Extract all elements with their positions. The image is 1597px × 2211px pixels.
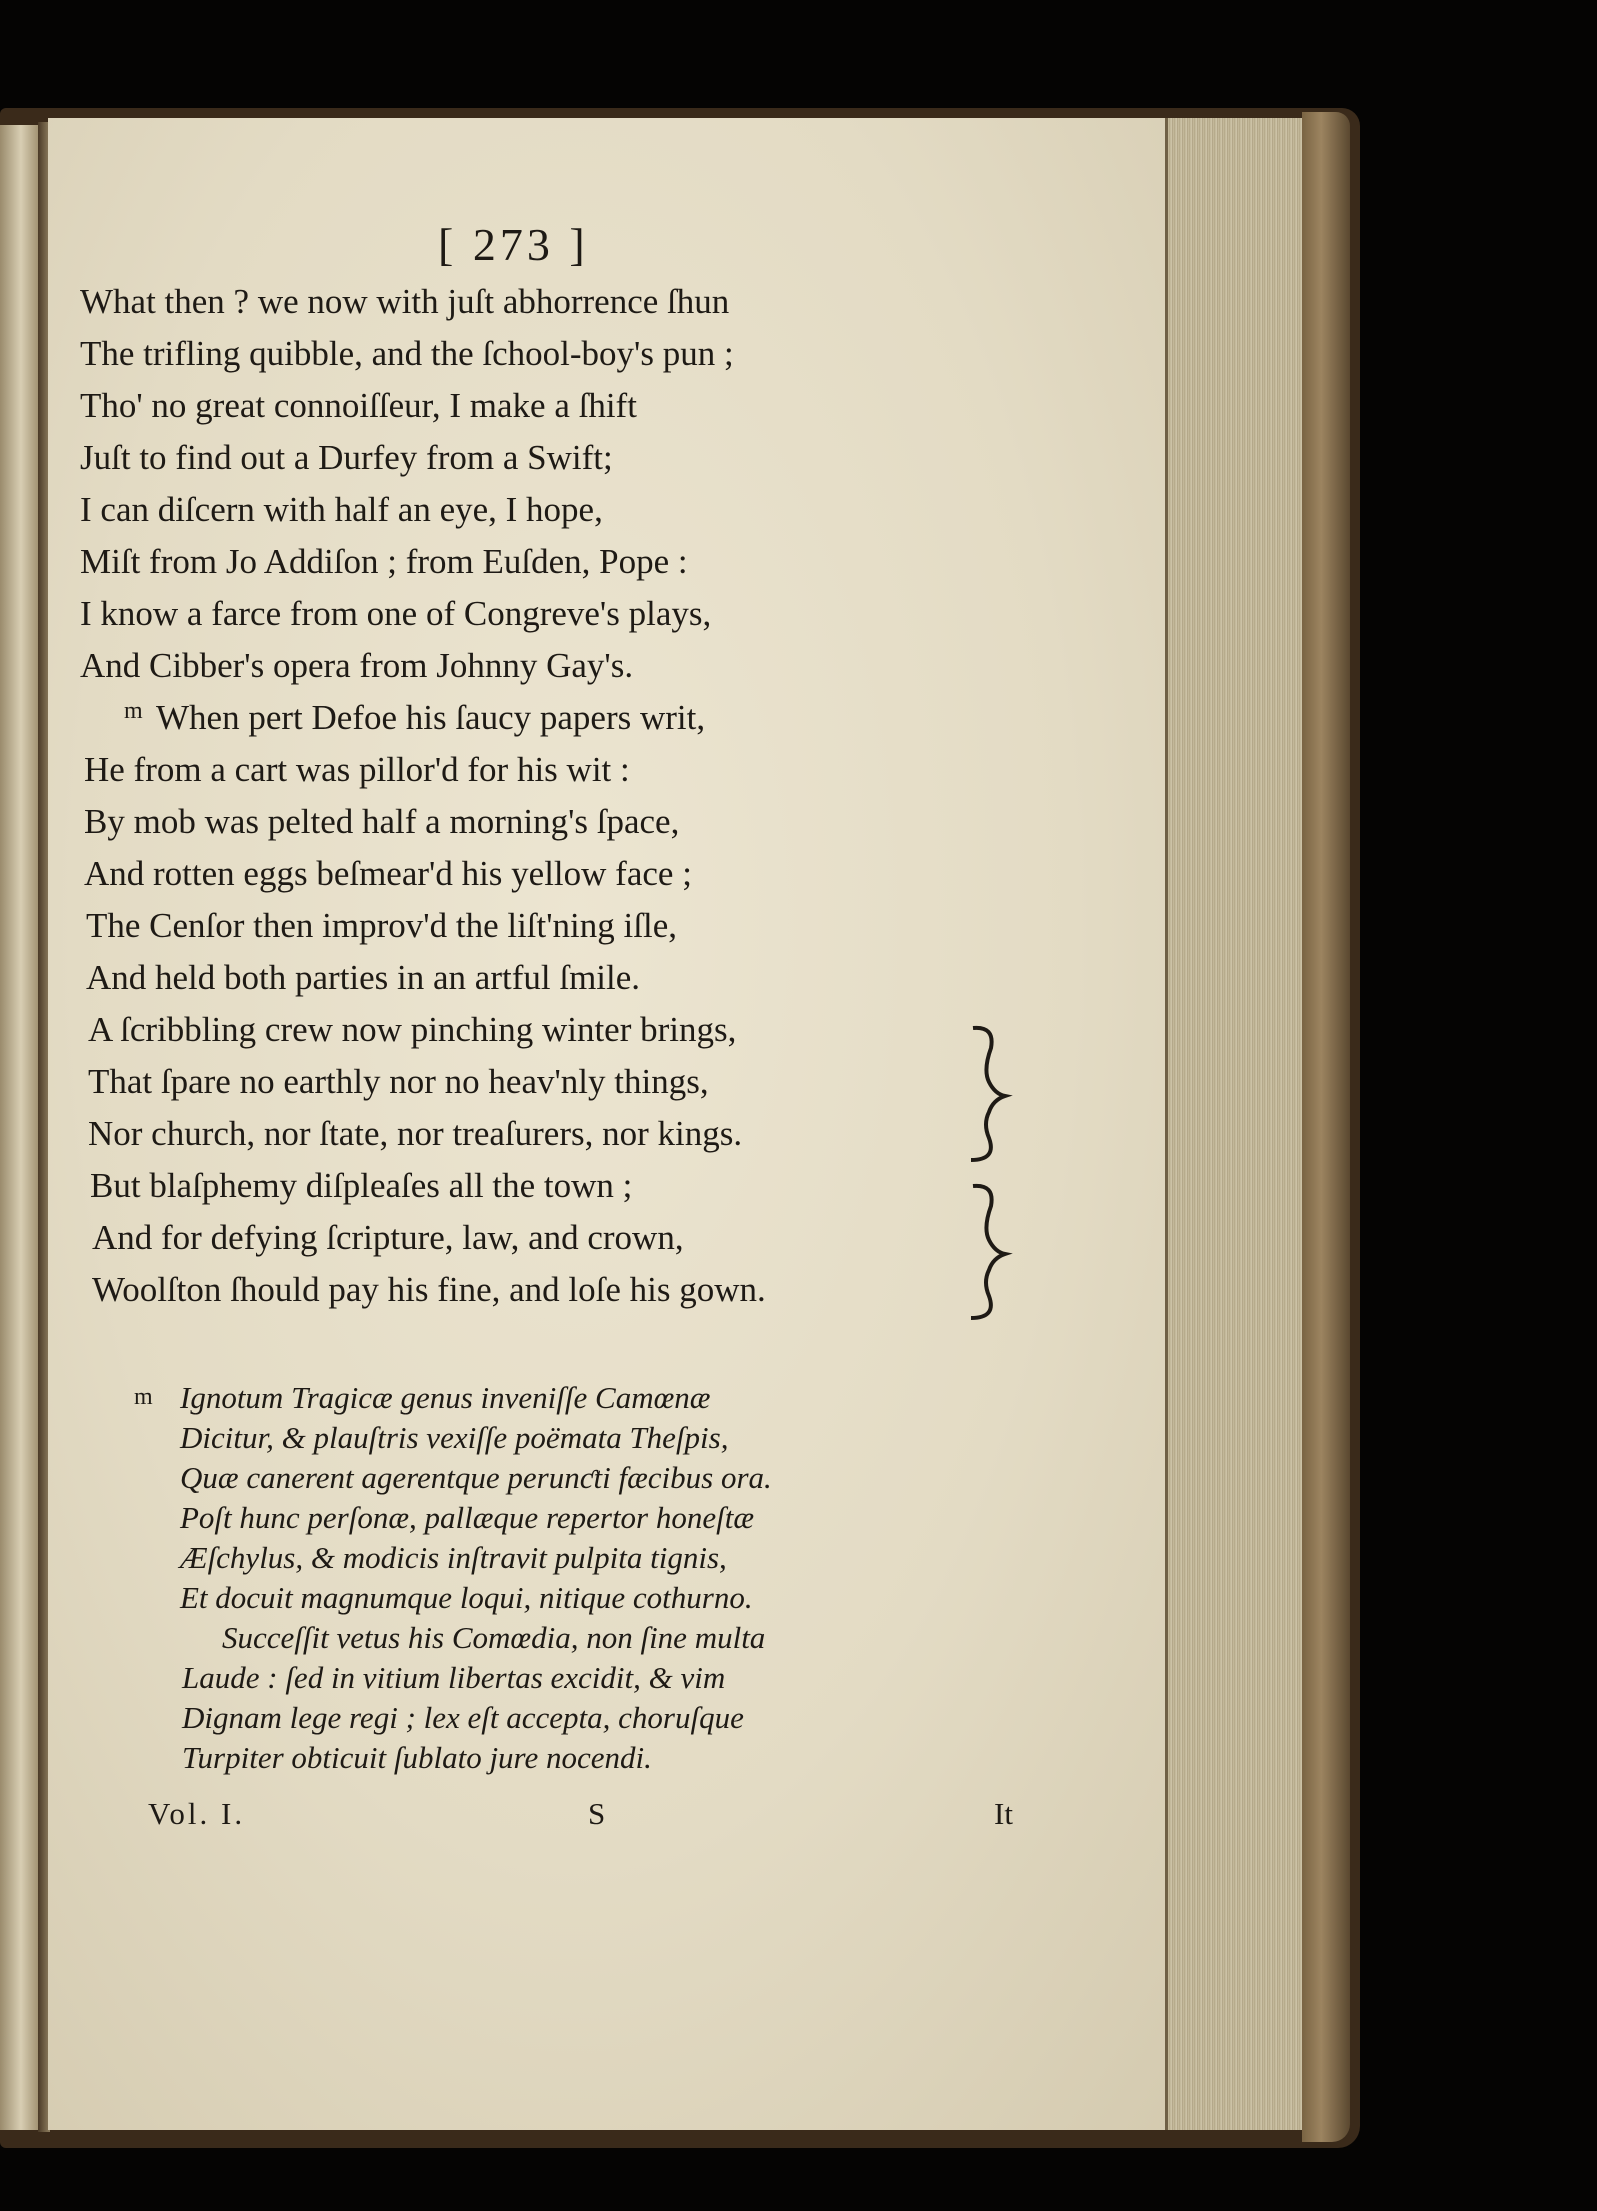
facing-page-edge — [0, 125, 40, 2130]
footnote-marker: m — [134, 1384, 153, 1410]
verse-line: And for defying ſcripture, law, and crown, — [92, 1218, 684, 1257]
footnote-line: Poſt hunc perſonæ, pallæque repertor honeſtæ — [180, 1500, 755, 1535]
verse-line: I can diſcern with half an eye, I hope, — [80, 490, 603, 529]
footnote-line: Laude : ſed in vitium libertas excidit, & vim — [182, 1660, 726, 1695]
verse-line: What then ? we now with juſt abhorrence ſhun — [80, 282, 730, 321]
verse-line: Nor church, nor ſtate, nor treaſurers, nor kings. — [88, 1114, 743, 1153]
verse-line: Miſt from Jo Addiſon ; from Euſden, Pope : — [80, 542, 688, 581]
footnote-line: Turpiter obticuit ſublato jure nocendi. — [182, 1740, 652, 1775]
verse-line: I know a farce from one of Congreve's plays, — [80, 594, 712, 633]
footnote-line: Succeſſit vetus his Comœdia, non ſine multa — [222, 1620, 766, 1655]
verse-line: But blaſphemy diſpleaſes all the town ; — [90, 1166, 633, 1205]
catchword: It — [994, 1796, 1013, 1831]
footnote-line: Dignam lege regi ; lex eſt accepta, choruſque — [182, 1700, 744, 1735]
verse-line: When pert Defoe his ſaucy papers writ, — [156, 698, 706, 737]
footnote-line: Ignotum Tragicæ genus inveniſſe Camœnæ — [180, 1380, 711, 1415]
verse-line: The Cenſor then improv'd the liſt'ning iſle, — [86, 906, 677, 945]
volume-label: Vol. I. — [148, 1796, 246, 1831]
verse-line: The trifling quibble, and the ſchool-boy's pun ; — [80, 334, 734, 373]
triplet-brace — [965, 1020, 1015, 1170]
verse-line: And Cibber's opera from Johnny Gay's. — [80, 646, 634, 685]
verse-line: Woolſton ſhould pay his fine, and loſe his gown. — [92, 1270, 766, 1309]
footnote-marker: m — [124, 698, 143, 724]
page-block-edges — [1165, 118, 1308, 2130]
verse-line: He from a cart was pillor'd for his wit : — [84, 750, 630, 789]
verse-line: That ſpare no earthly nor no heav'nly things, — [88, 1062, 709, 1101]
page-number: [ 273 ] — [438, 219, 589, 270]
verse-line: By mob was pelted half a morning's ſpace, — [84, 802, 680, 841]
verse-line: A ſcribbling crew now pinching winter brings, — [88, 1010, 737, 1049]
verse-line: Juſt to find out a Durfey from a Swift; — [80, 438, 613, 477]
footnote-line: Et docuit magnumque loqui, nitique cothurno. — [180, 1580, 753, 1615]
footnote-line: Æſchylus, & modicis inſtravit pulpita tignis, — [180, 1540, 727, 1575]
back-cover-edge — [1302, 112, 1350, 2142]
verse-line: And held both parties in an artful ſmile. — [86, 958, 641, 997]
signature-mark: S — [588, 1796, 606, 1831]
verse-line: Tho' no great connoiſſeur, I make a ſhift — [80, 386, 637, 425]
footnote-line: Dicitur, & plauſtris vexiſſe poëmata Theſpis, — [180, 1420, 729, 1455]
verse-line: And rotten eggs beſmear'd his yellow face ; — [84, 854, 692, 893]
triplet-brace — [965, 1178, 1015, 1328]
footnote-line: Quæ canerent agerentque perunƈti fæcibus ora. — [180, 1460, 772, 1495]
